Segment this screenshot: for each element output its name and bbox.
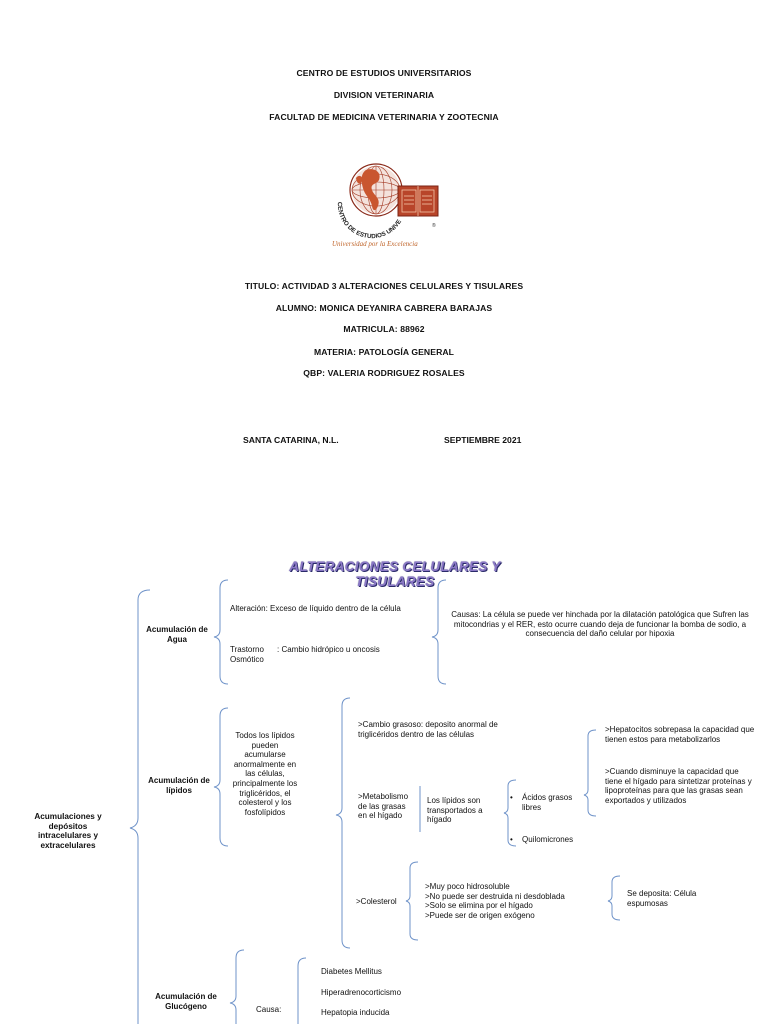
fat-metabolism: >Metabolismo de las grasas en el hígado <box>358 792 409 821</box>
chylomicrons: Quilomicrones <box>522 835 574 844</box>
cholesterol-fact: >Muy poco hidrosoluble <box>425 882 510 891</box>
teacher-name: QBP: VALERIA RODRIGUEZ ROSALES <box>303 368 465 378</box>
root-node: Acumulaciones y depósitos intracelulares y extracelulares <box>34 812 102 850</box>
cholesterol-facts <box>425 882 605 920</box>
glycogen-cause: Hepatopia inducida <box>321 1008 390 1017</box>
lipids-node: Acumulación de lípidos <box>148 776 210 795</box>
bullet-dot-icon: • <box>510 835 513 844</box>
faculty-name: FACULTAD DE MEDICINA VETERINARIA Y ZOOTECNIA <box>269 112 499 122</box>
institution-name: CENTRO DE ESTUDIOS UNIVERSITARIOS <box>296 68 472 78</box>
foam-cell-deposit: Se deposita: Célula espumosas <box>627 889 697 908</box>
svg-text:®: ® <box>432 223 436 229</box>
glycogen-cause: Diabetes Mellitus <box>321 967 382 976</box>
svg-text:CENTRO DE ESTUDIOS UNIVERSITAR: CENTRO DE ESTUDIOS UNIVE <box>335 201 404 241</box>
svg-text:Universidad por la Excelencia: Universidad por la Excelencia <box>332 240 418 248</box>
glycogen-node: Acumulación de Glucógeno <box>155 992 217 1011</box>
activity-title: TITULO: ACTIVIDAD 3 ALTERACIONES CELULARES Y TISULARES <box>244 281 524 291</box>
fatty-change: >Cambio grasoso: deposito anormal de triglicéridos dentro de las células <box>358 720 498 739</box>
hepatocytes-note: >Hepatocitos sobrepasa la capacidad que tienen estos para metabolizarlos <box>605 725 755 744</box>
cholesterol-fact: >Puede ser de origen exógeno <box>425 910 535 920</box>
concept-map-title: ALTERACIONES CELULARES Y TISULARES <box>289 559 501 589</box>
place-text: SANTA CATARINA, N.L. <box>243 435 339 445</box>
glycogen-cause: Hiperadrenocorticismo <box>321 988 402 997</box>
cholesterol-node: >Colesterol <box>356 897 397 906</box>
liver-capacity-note: >Cuando disminuye la capacidad que tiene el hígado para sintetizar proteínas y lipoproteínas para que las grasas sean exportados y utilizados <box>605 767 752 805</box>
cholesterol-fact: >Solo se elimina por el hígado <box>425 901 533 911</box>
water-disorder-label: Trastorno Osmótico <box>230 645 264 664</box>
cholesterol-fact: >No puede ser destruida ni desdoblada <box>425 891 565 901</box>
glycogen-cause-label: Causa: <box>256 1005 282 1014</box>
water-node: Acumulación de Agua <box>146 625 208 644</box>
lipid-transport: Los lípidos son transportados a hígado <box>427 796 483 825</box>
water-disorder-text: : Cambio hidrópico u oncosis <box>277 645 380 654</box>
student-name: ALUMNO: MONICA DEYANIRA CABRERA BARAJAS <box>275 303 493 313</box>
date-text: SEPTIEMBRE 2021 <box>444 435 522 445</box>
free-fatty-acids: Ácidos grasos libres <box>522 793 573 812</box>
student-id: MATRICULA: 88962 <box>343 324 425 334</box>
division-name: DIVISION VETERINARIA <box>333 90 435 100</box>
water-alteration: Alteración: Exceso de líquido dentro de la célula <box>230 604 401 613</box>
bullet-dot-icon: • <box>510 793 513 802</box>
subject-name: MATERIA: PATOLOGÍA GENERAL <box>313 347 455 357</box>
water-causes: Causas: La célula se puede ver hinchada por la dilatación patológica que Sufren las mitocondrias y el RER, esto ocurre cuando deja de funcionar la bomba de sodio, a consecuencia del daño celular por hipoxia <box>451 610 749 639</box>
lipids-intro: Todos los lípidos pueden acumularse anormalmente en las células, principalmente los triglicéridos, el colesterol y los fosfolípidos <box>232 731 298 817</box>
